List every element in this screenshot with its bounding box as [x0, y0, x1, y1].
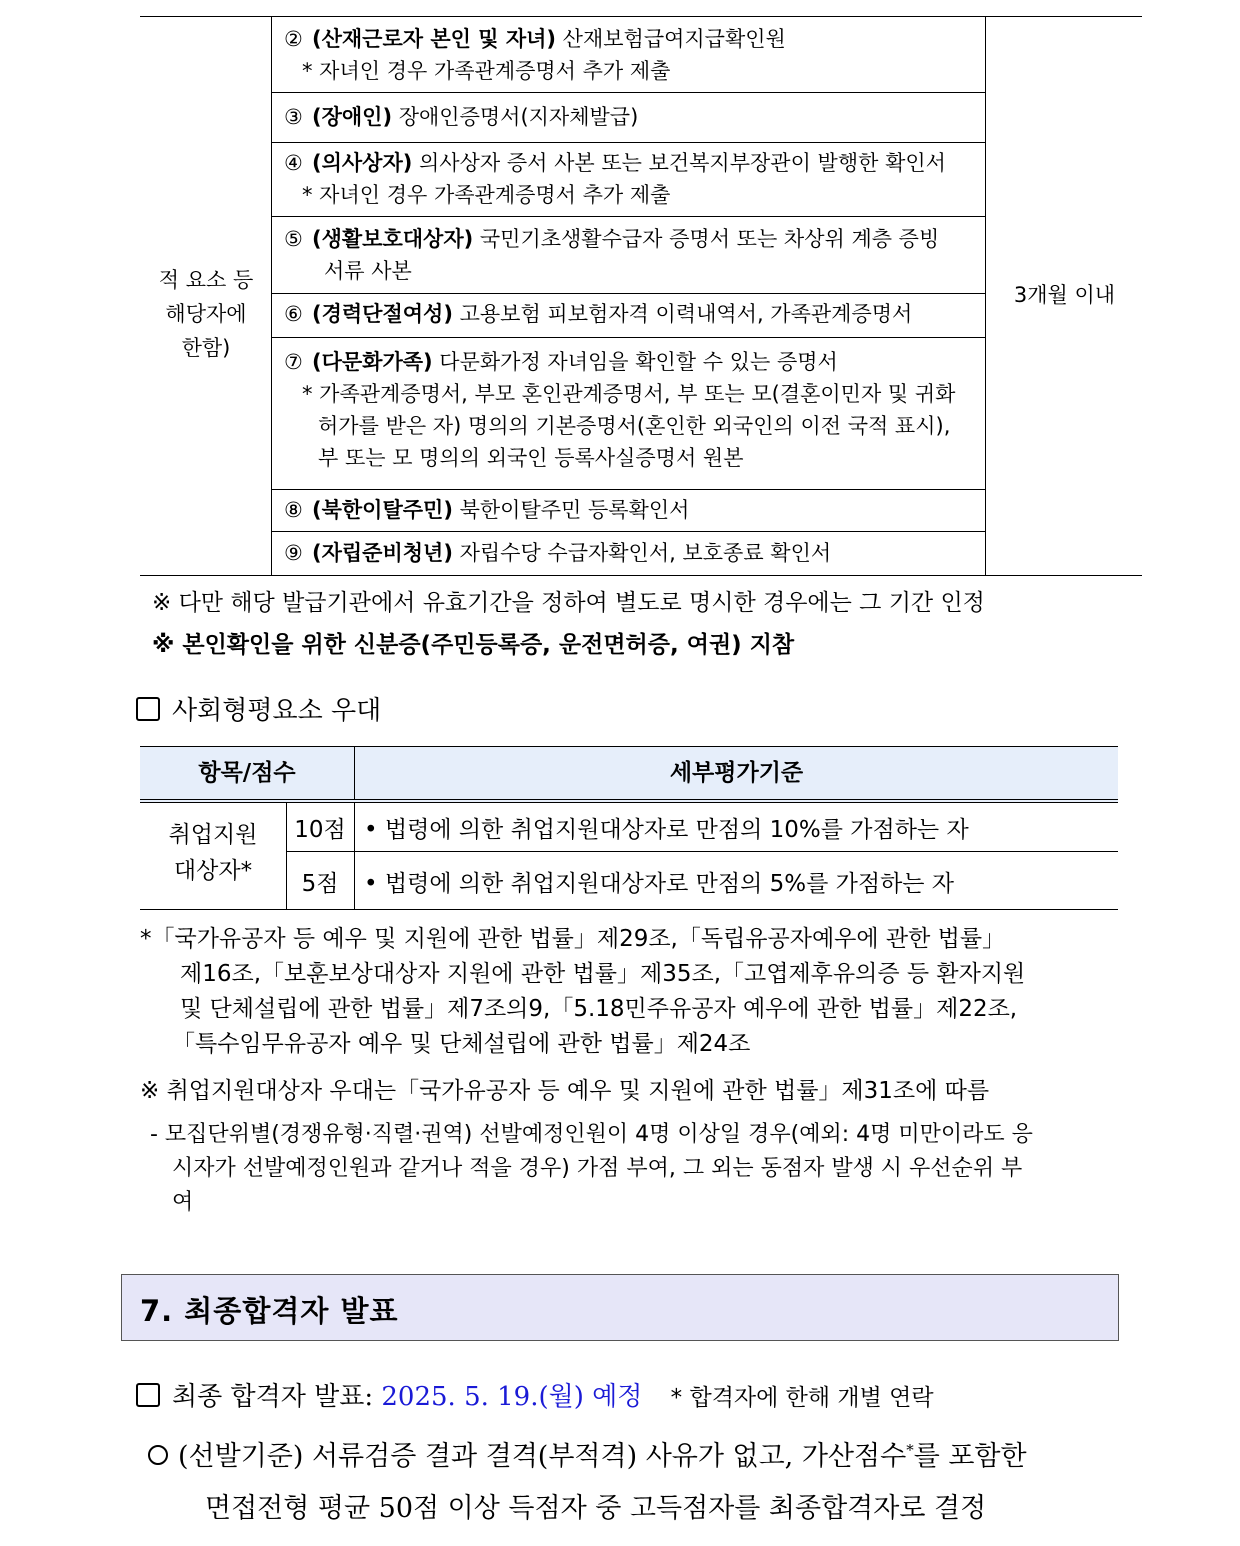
criteria-cell: • 법령에 의한 취업지원대상자로 만점의 5%를 가점하는 자 [364, 871, 955, 897]
bonus-condition-note: - 모집단위별(경쟁유형·직렬·권역) 선발예정인원이 4명 이상일 경우(예외: 4명 미만이라도 응 시자가 선발예정인원과 같거나 적을 경우) 가점 부여, 그 외는 동점자 발생 시 우선순위 부 여 [150, 1122, 1033, 1215]
announcement-date: 2025. 5. 19.(월) 예정 [381, 1382, 643, 1412]
table-body [140, 803, 1118, 910]
score-cell: 5점 [301, 871, 339, 897]
circle-bullet-icon [148, 1445, 168, 1465]
announcement-note: * 합격자에 한해 개별 연락 [670, 1385, 934, 1411]
id-note: ※ 본인확인을 위한 신분증(주민등록증, 운전면허증, 여권) 지참 [152, 632, 795, 658]
table-left-column [140, 17, 272, 575]
selection-criteria-line2: 면접전형 평균 50점 이상 득점자 중 고득점자를 최종합격자로 결정 [205, 1493, 987, 1524]
validity-column [985, 17, 1142, 575]
selection-criteria-line1: (선발기준) 서류검증 결과 결격(부적격) 사유가 없고, 가산점수*를 포함한 [148, 1434, 1027, 1473]
law-footnote: *「국가유공자 등 예우 및 지원에 관한 법률」제29조,「독립유공자예우에 관한 법률」 제16조,「보훈보상대상자 지원에 관한 법률」제35조,「고엽제후유의증 등 환자지원 및 단체설립에 관한 법률」제7조의9,「5.18민주유공자 예우에 관한 법률」제22조, 「특수임무유공자 예우 및 단체설립에 관한 법률」제24조 [140, 926, 1026, 1057]
checkbox-square-icon [136, 697, 160, 721]
validity-period: 3개월 이내 [1013, 283, 1116, 307]
announcement-line: 최종 합격자 발표: 2025. 5. 19.(월) 예정 * 합격자에 한해 개별 연락 [136, 1376, 934, 1413]
criteria-cell: • 법령에 의한 취업지원대상자로 만점의 10%를 가점하는 자 [364, 817, 969, 843]
required-documents-table [140, 16, 1142, 576]
left-column-label: 적 요소 등 해당자에 한함) [158, 268, 254, 360]
document-row: ② (산재근로자 본인 및 자녀) 산재보험급여지급확인원 * 자녀인 경우 가족관계증명서 추가 제출 [272, 17, 985, 93]
header-item-score: 항목/점수 [198, 760, 296, 786]
validity-note: ※ 다만 해당 발급기관에서 유효기간을 정하여 별도로 명시한 경우에는 그 기간 인정 [152, 590, 985, 616]
document-row: ⑨ (자립준비청년) 자립수당 수급자확인서, 보호종료 확인서 [284, 541, 832, 565]
document-row: ④ (의사상자) 의사상자 증서 사본 또는 보건복지부장관이 발행한 확인서 * 자녀인 경우 가족관계증명서 추가 제출 [272, 143, 985, 217]
document-row: ⑧ (북한이탈주민) 북한이탈주민 등록확인서 [272, 490, 985, 532]
document-row: ⑤ (생활보호대상자) 국민기초생활수급자 증명서 또는 차상위 계층 증빙 서류 사본 [272, 217, 985, 294]
section-title: 7. 최종합격자 발표 [140, 1294, 399, 1328]
score-cell: 10점 [294, 817, 346, 843]
checkbox-square-icon [136, 1383, 160, 1407]
document-row: ③ (장애인) 장애인증명서(지자체발급) [272, 93, 985, 143]
preference-note: ※ 취업지원대상자 우대는「국가유공자 등 예우 및 지원에 관한 법률」제31조에 따름 [140, 1078, 990, 1104]
table-header [140, 746, 1118, 803]
document-row: ⑦ (다문화가족) 다문화가정 자녀임을 확인할 수 있는 증명서 * 가족관계증명서, 부모 혼인관계증명서, 부 또는 모(결혼이민자 및 귀화 허가를 받은 자) 명의의 기본증명서(혼인한 외국인의 이전 국적 표시), 부 또는 모 명의의 외국인 등록사실증명서 원본 [272, 338, 985, 490]
section-7-banner [121, 1274, 1119, 1341]
category-cell: 취업지원 대상자* [168, 822, 258, 884]
social-equity-heading: 사회형평요소 우대 [136, 690, 381, 727]
header-criteria: 세부평가기준 [669, 760, 804, 786]
document-row: ⑥ (경력단절여성) 고용보험 피보험자격 이력내역서, 가족관계증명서 [272, 294, 985, 338]
